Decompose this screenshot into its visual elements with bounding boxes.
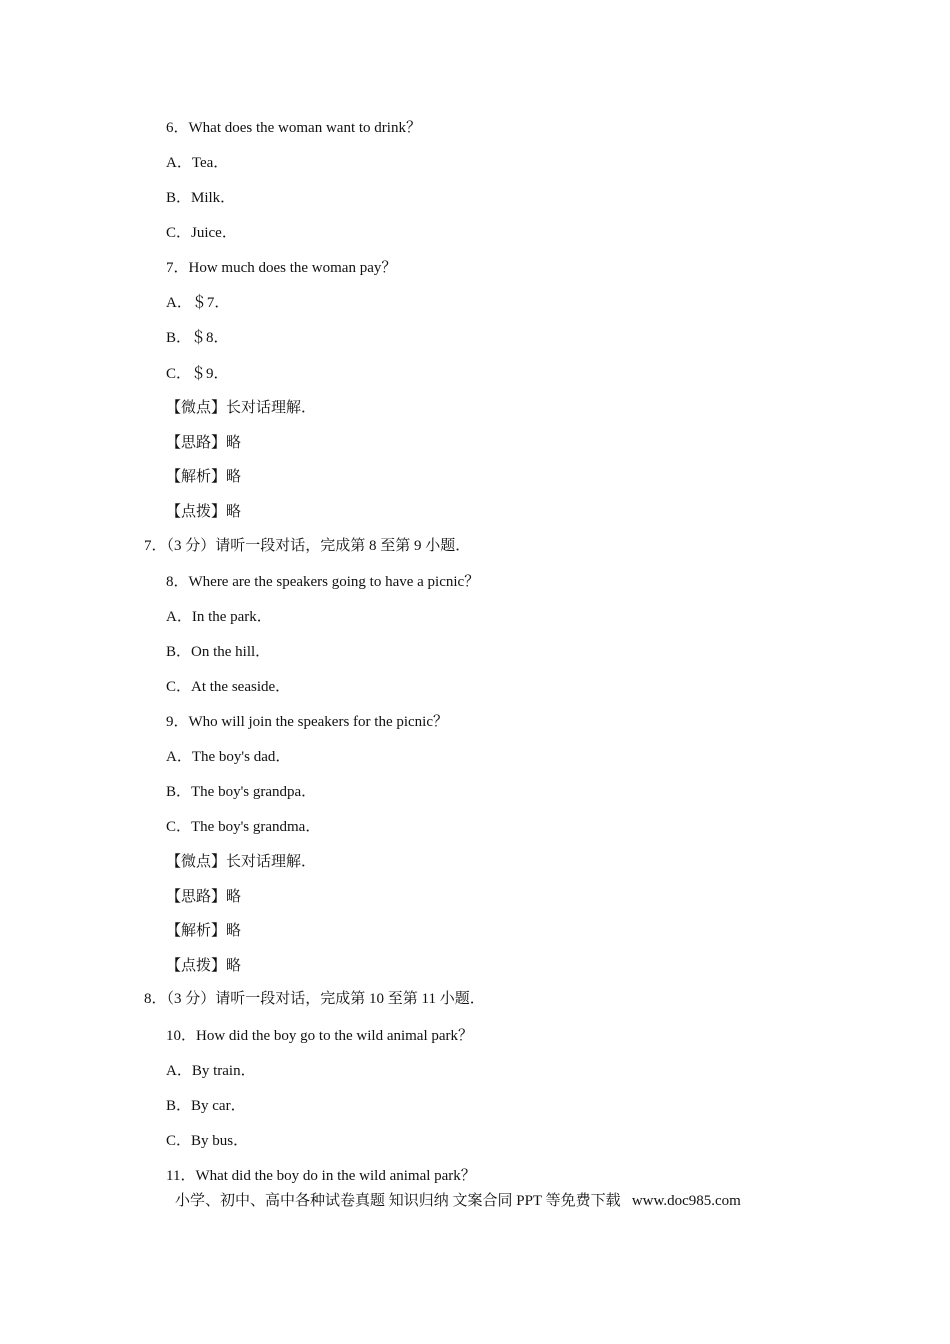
note-silu: 【思路】略 [166,889,242,905]
option-c: C．＄9． [166,366,229,382]
option-a: A．The boy's dad． [166,749,291,765]
option-b: B．By car． [166,1098,246,1114]
question-10: 10．How did the boy go to the wild animal park？ [166,1028,474,1044]
option-c: C．At the seaside． [166,679,291,695]
question-9: 9．Who will join the speakers for the picnic？ [166,714,449,730]
option-b: B．The boy's grandpa． [166,784,317,800]
section-heading-7: 7．（3 分）请听一段对话，完成第 8 至第 9 小题． [144,538,471,554]
option-c: C．The boy's grandma． [166,819,321,835]
option-b: B．＄8． [166,330,229,346]
note-silu: 【思路】略 [166,435,242,451]
option-c: C．Juice． [166,225,237,241]
note-jiexi: 【解析】略 [166,923,242,939]
option-a: A．Tea． [166,155,229,171]
section-heading-8: 8．（3 分）请听一段对话，完成第 10 至第 11 小题． [144,991,485,1007]
note-dianbo: 【点拨】略 [166,958,242,974]
option-a: A．By train． [166,1063,256,1079]
option-c: C．By bus． [166,1133,249,1149]
question-7: 7．How much does the woman pay？ [166,260,397,276]
note-dianbo: 【点拨】略 [166,504,242,520]
option-b: B．Milk． [166,190,236,206]
question-11: 11．What did the boy do in the wild animal park？ [166,1168,476,1184]
note-weidian: 【微点】长对话理解． [166,854,317,870]
option-a: A．＄7． [166,295,230,311]
page-footer: 小学、初中、高中各种试卷真题 知识归纳 文案合同 PPT 等免费下载 www.doc985.com [175,1193,741,1209]
note-jiexi: 【解析】略 [166,469,242,485]
note-weidian: 【微点】长对话理解． [166,400,317,416]
question-6: 6．What does the woman want to drink？ [166,120,421,136]
option-b: B．On the hill． [166,644,271,660]
question-8: 8．Where are the speakers going to have a picnic？ [166,574,480,590]
option-a: A．In the park． [166,609,272,625]
